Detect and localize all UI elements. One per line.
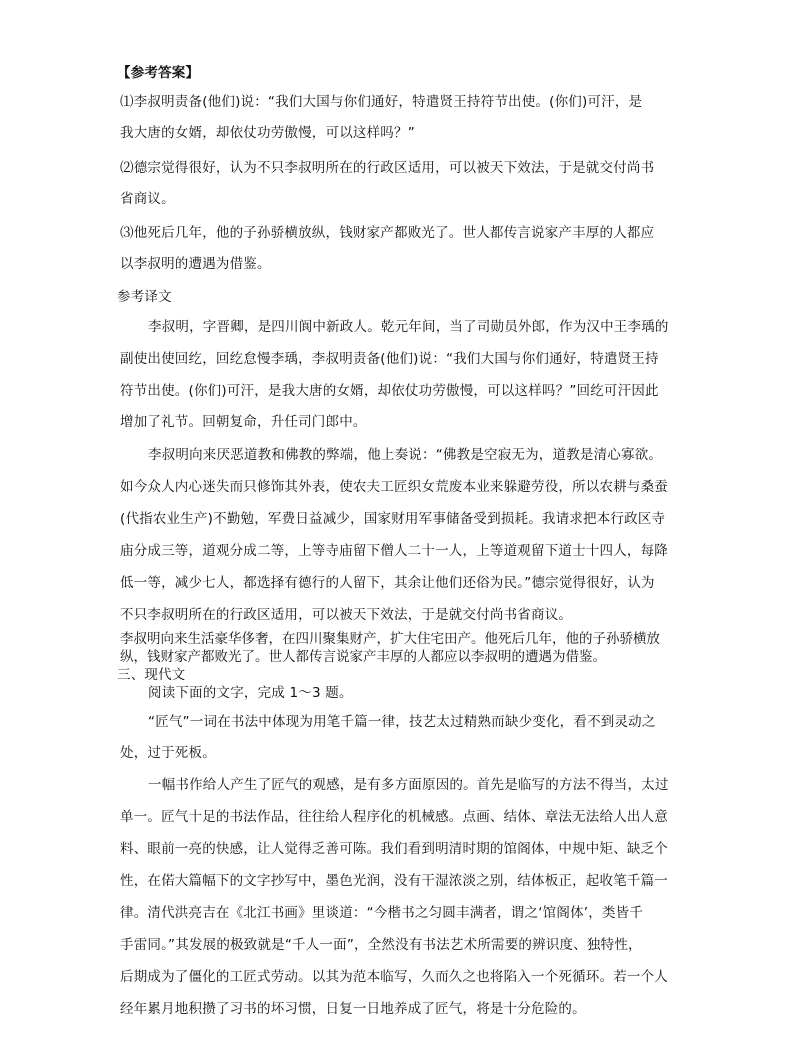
modern-para-2-line: 手雷同。”其发展的极致就是“千人一面”，全然没有书法艺术所需要的辨识度、独特性， (120, 937, 642, 953)
modern-para-2-line: 经年累月地积攒了习书的坏习惯，日复一日地养成了匠气，将是十分危险的。 (120, 1001, 586, 1017)
translation-para-3-line: 纵，钱财家产都败光了。世人都传言说家产丰厚的人都应以李叔明的遭遇为借鉴。 (120, 649, 606, 665)
translation-para-2-line: (代指农业生产)不勤勉，军费日益减少，国家财用军事储备受到损耗。我请求把本行政区寺 (120, 511, 666, 527)
modern-section-instruction: 阅读下面的文字，完成 1～3 题。 (148, 685, 353, 701)
modern-para-2-line: 性，在偌大篇幅下的文字抄写中，墨色光润，没有干湿浓淡之别，结体板正，起收笔千篇一 (120, 873, 668, 889)
translation-para-2-line: 不只李叔明所在的行政区适用，可以被天下效法，于是就交付尚书省商议。 (120, 607, 573, 623)
modern-para-2-line: 后期成为了僵化的工匠式劳动。以其为范本临写，久而久之也将陷入一个死循环。若一个人 (120, 969, 668, 985)
modern-para-1-line: “匠气”一词在书法中体现为用笔千篇一律，技艺太过精熟而缺少变化，看不到灵动之 (148, 714, 656, 730)
translation-heading: 参考译文 (117, 289, 172, 305)
modern-section-heading: 三、现代文 (117, 667, 186, 683)
translation-para-2-line: 庙分成三等，道观分成二等，上等寺庙留下僧人二十一人，上等道观留下道士十四人，每降 (120, 543, 668, 559)
translation-para-2-line: 李叔明向来厌恶道教和佛教的弊端，他上奏说：“佛教是空寂无为，道教是清心寡欲。 (148, 447, 663, 463)
answer-item-2-line-1: ⑵德宗觉得很好，认为不只李叔明所在的行政区适用，可以被天下效法，于是就交付尚书 (120, 160, 655, 176)
answer-item-2-line-2: 省商议。 (120, 191, 175, 207)
translation-para-1-line: 符节出使。(你们)可汗，是我大唐的女婿，却依仗功劳傲慢，可以这样吗？”回纥可汗因此 (120, 383, 659, 399)
modern-para-2-line: 一幅书作给人产生了匠气的观感，是有多方面原因的。首先是临写的方法不得当，太过 (148, 777, 669, 793)
answer-item-1-line-1: ⑴李叔明责备(他们)说：“我们大国与你们通好，特遣贤王持符节出使。(你们)可汗，是 (120, 94, 643, 110)
translation-para-2-line: 如今众人内心迷失而只修饰其外表，使农夫工匠织女荒废本业来躲避劳役，所以农耕与桑蚕 (120, 479, 668, 495)
answer-item-1-line-2: 我大唐的女婿，却依仗功劳傲慢，可以这样吗？” (120, 125, 415, 141)
translation-para-1-line: 副使出使回纥，回纥怠慢李瑀，李叔明责备(他们)说：“我们大国与你们通好，特遣贤王持 (120, 351, 659, 367)
translation-para-1-line: 李叔明，字晋卿，是四川阆中新政人。乾元年间，当了司勋员外郎，作为汉中王李瑀的 (148, 319, 669, 335)
translation-para-1-line: 增加了礼节。回朝复命，升任司门郎中。 (120, 414, 367, 430)
translation-para-2-line: 低一等，减少七人，都选择有德行的人留下，其余让他们还俗为民。”德宗觉得很好，认为 (120, 575, 655, 591)
modern-para-2-line: 单一。匠气十足的书法作品，往往给人程序化的机械感。点画、结体、章法无法给人出人意 (120, 809, 668, 825)
modern-para-2-line: 律。清代洪亮吉在《北江书画》里谈道：“今楷书之匀圆丰满者，谓之‘馆阁体’，类皆千 (120, 905, 644, 921)
translation-para-3-line: 李叔明向来生活豪华侈奢，在四川聚集财产，扩大住宅田产。他死后几年，他的子孙骄横放 (120, 631, 660, 647)
modern-para-2-line: 料、眼前一亮的快感，让人觉得乏善可陈。我们看到明清时期的馆阁体，中规中矩、缺乏个 (120, 841, 668, 857)
answer-item-3-line-2: 以李叔明的遭遇为借鉴。 (120, 256, 271, 272)
answer-item-3-line-1: ⑶他死后几年，他的子孙骄横放纵，钱财家产都败光了。世人都传言说家产丰厚的人都应 (120, 225, 655, 241)
modern-para-1-line: 处，过于死板。 (120, 745, 216, 761)
answer-heading: 【参考答案】 (117, 65, 200, 81)
